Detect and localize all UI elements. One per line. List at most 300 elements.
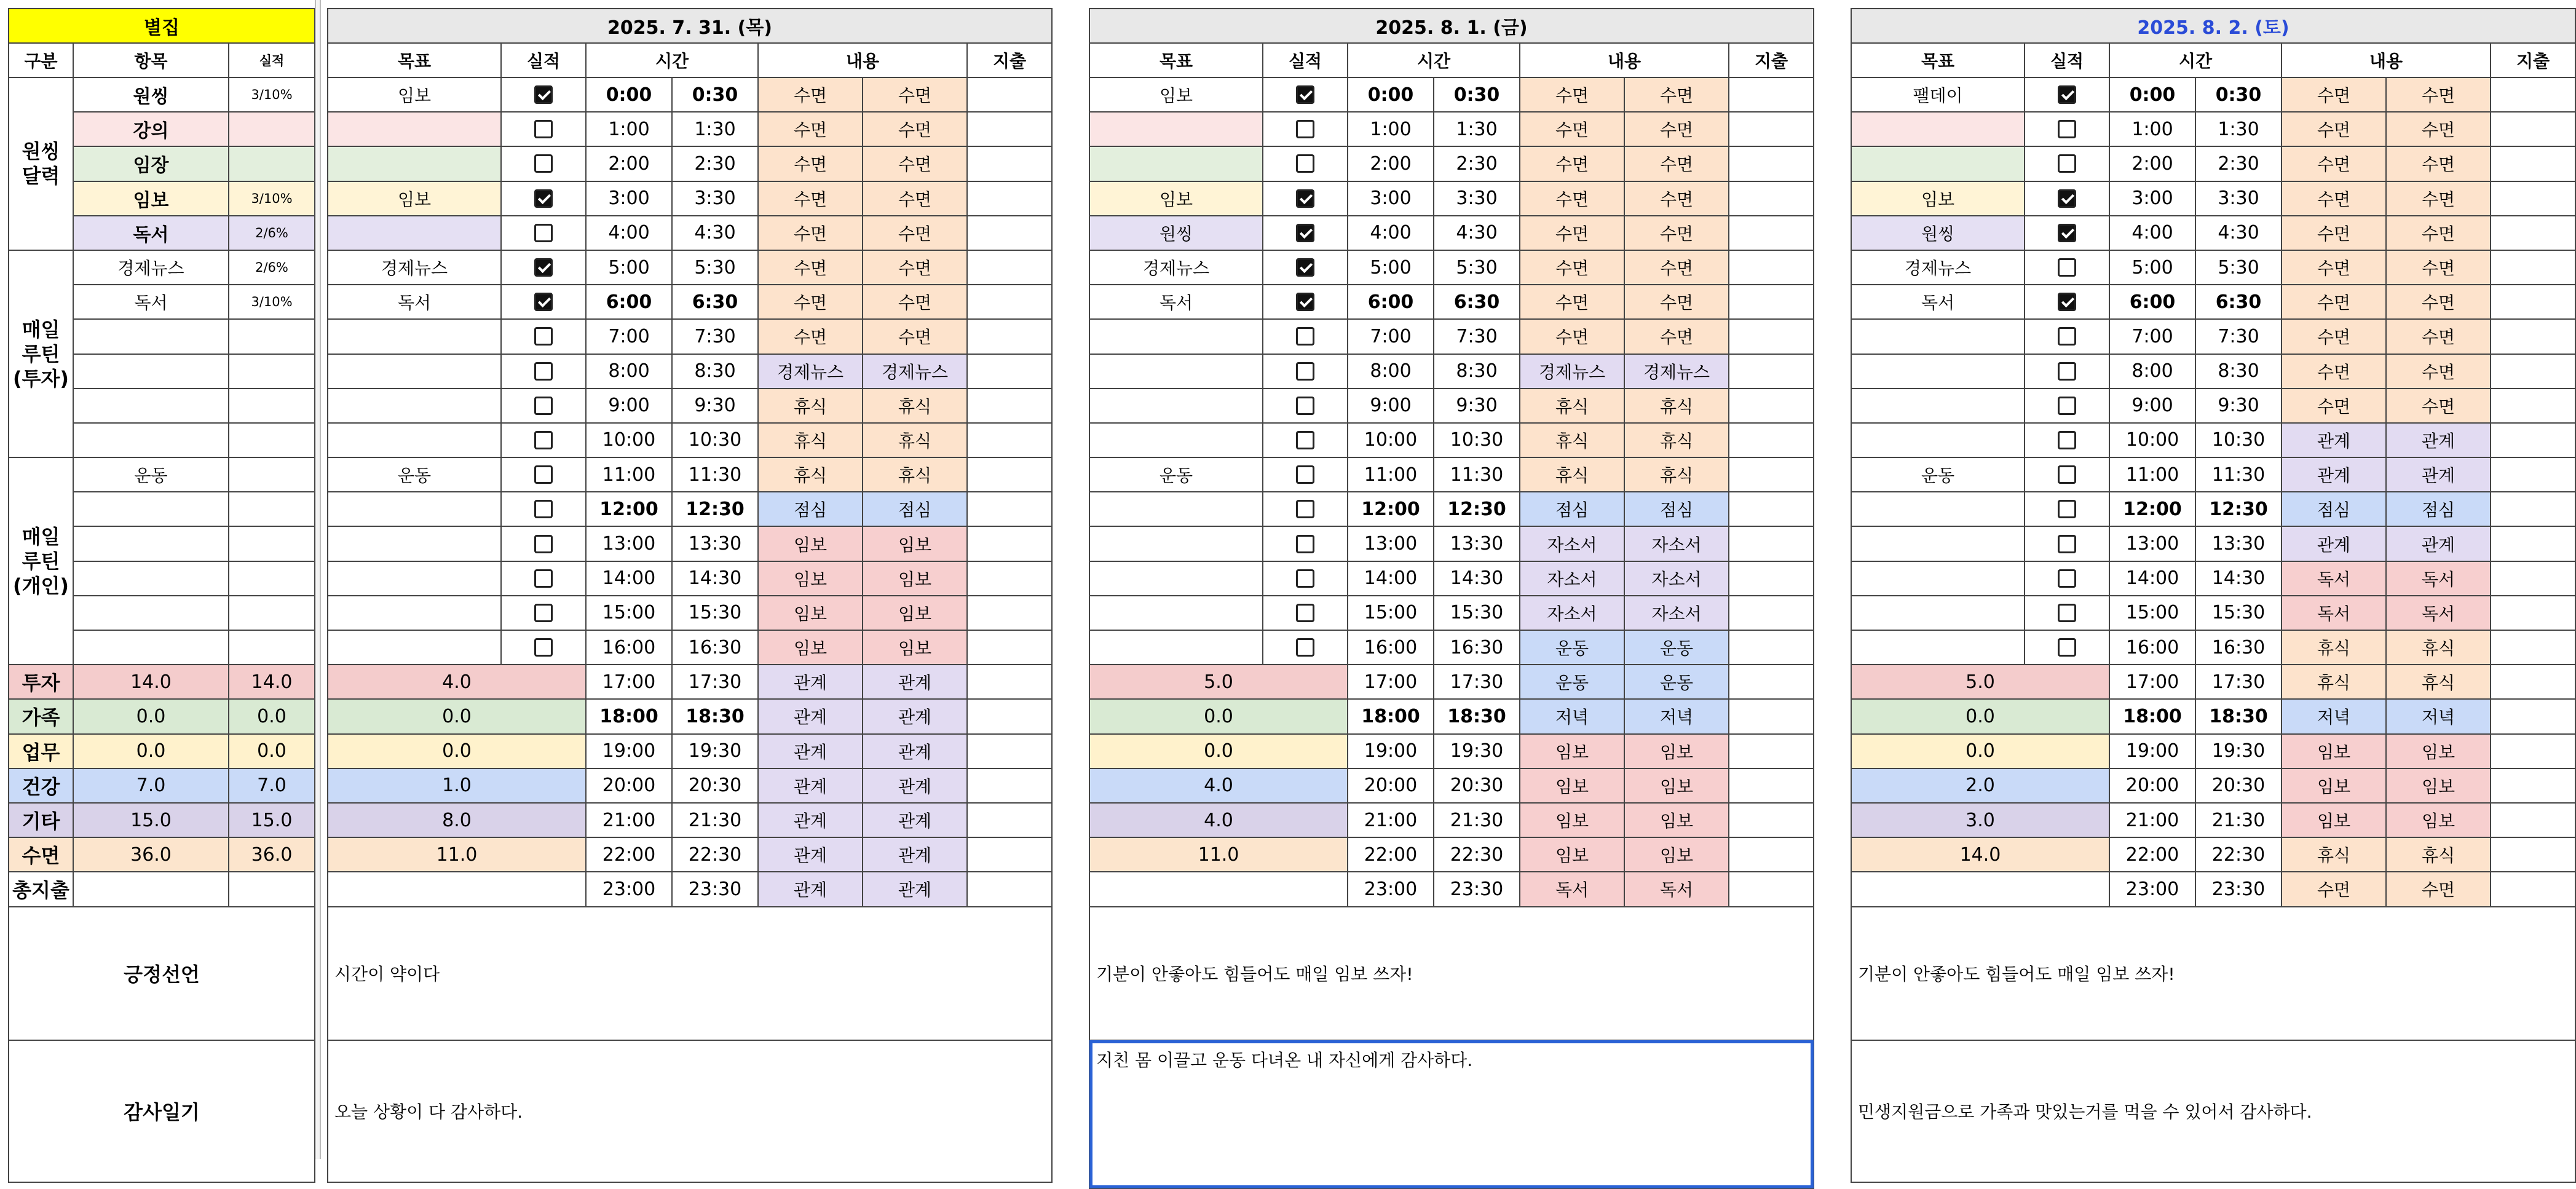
goal-cell[interactable] [328,492,501,526]
goal-cell[interactable] [1089,389,1263,423]
goal-cell[interactable] [1089,319,1263,354]
summary-item[interactable]: 운동 [73,457,229,492]
header-expense[interactable]: 지출 [1729,43,1814,77]
expense-cell[interactable] [1729,665,1814,699]
content-cell[interactable]: 수면 [2386,181,2491,216]
content-cell[interactable]: 임보 [758,630,863,665]
content-cell[interactable]: 휴식 [758,389,863,423]
goal-cell[interactable] [1851,423,2025,457]
content-cell[interactable]: 관계 [758,768,863,803]
total-value-a[interactable]: 7.0 [73,768,229,803]
expense-cell[interactable] [2491,250,2575,285]
time-half[interactable]: 11:30 [1434,457,1520,492]
checkbox-cell[interactable] [2025,250,2109,285]
group-label[interactable]: 매일 루틴 (개인) [9,457,73,665]
gratitude-note[interactable]: 지친 몸 이끌고 운동 다녀온 내 자신에게 감사하다. [1089,1040,1814,1188]
content-cell[interactable]: 점심 [1624,492,1729,526]
checkbox-icon[interactable] [1296,362,1314,381]
content-cell[interactable]: 휴식 [2386,837,2491,872]
checkbox-cell[interactable] [1263,319,1348,354]
content-cell[interactable]: 수면 [1624,181,1729,216]
time-half[interactable]: 15:30 [2195,596,2282,630]
header-content[interactable]: 내용 [758,43,967,77]
time-start[interactable]: 6:00 [1348,285,1434,319]
time-half[interactable]: 23:30 [1434,872,1520,906]
content-cell[interactable]: 임보 [2282,768,2386,803]
expense-cell[interactable] [2491,699,2575,733]
content-cell[interactable]: 관계 [863,665,967,699]
goal-cell[interactable] [328,423,501,457]
content-cell[interactable]: 임보 [2386,803,2491,837]
time-half[interactable]: 3:30 [672,181,758,216]
category-total[interactable]: 11.0 [1089,837,1348,872]
content-cell[interactable]: 독서 [2386,561,2491,596]
expense-cell[interactable] [1729,181,1814,216]
goal-cell[interactable] [328,596,501,630]
checkbox-icon[interactable] [534,293,553,311]
time-start[interactable]: 14:00 [586,561,672,596]
goal-cell[interactable]: 팰데이 [1851,77,2025,112]
category-total[interactable] [1851,872,2109,906]
expense-cell[interactable] [2491,423,2575,457]
time-half[interactable]: 2:30 [2195,146,2282,181]
declaration-note[interactable]: 기분이 안좋아도 힘들어도 매일 임보 쓰자! [1089,907,1814,1040]
content-cell[interactable]: 임보 [758,596,863,630]
time-half[interactable]: 6:30 [1434,285,1520,319]
content-cell[interactable]: 수면 [758,112,863,146]
time-half[interactable]: 10:30 [1434,423,1520,457]
time-start[interactable]: 10:00 [586,423,672,457]
time-start[interactable]: 23:00 [2109,872,2195,906]
content-cell[interactable]: 임보 [863,630,967,665]
time-half[interactable]: 20:30 [1434,768,1520,803]
content-cell[interactable]: 관계 [2386,423,2491,457]
expense-cell[interactable] [2491,837,2575,872]
time-half[interactable]: 5:30 [1434,250,1520,285]
expense-cell[interactable] [967,354,1052,389]
checkbox-icon[interactable] [1296,604,1314,622]
time-start[interactable]: 10:00 [2109,423,2195,457]
time-half[interactable]: 21:30 [1434,803,1520,837]
time-start[interactable]: 6:00 [2109,285,2195,319]
time-start[interactable]: 19:00 [2109,734,2195,768]
content-cell[interactable]: 수면 [758,146,863,181]
expense-cell[interactable] [2491,596,2575,630]
goal-cell[interactable] [1089,423,1263,457]
checkbox-cell[interactable] [501,319,586,354]
checkbox-cell[interactable] [501,216,586,250]
expense-cell[interactable] [2491,492,2575,526]
expense-cell[interactable] [967,389,1052,423]
time-start[interactable]: 1:00 [2109,112,2195,146]
summary-item[interactable] [73,630,229,665]
goal-cell[interactable]: 경제뉴스 [328,250,501,285]
expense-cell[interactable] [1729,526,1814,561]
expense-cell[interactable] [2491,181,2575,216]
content-cell[interactable]: 휴식 [1520,389,1624,423]
summary-item[interactable] [73,596,229,630]
checkbox-cell[interactable] [501,389,586,423]
time-half[interactable]: 13:30 [1434,526,1520,561]
time-half[interactable]: 14:30 [672,561,758,596]
summary-item[interactable] [73,526,229,561]
time-half[interactable]: 11:30 [2195,457,2282,492]
time-half[interactable]: 20:30 [2195,768,2282,803]
content-cell[interactable]: 임보 [1520,734,1624,768]
content-cell[interactable]: 수면 [863,77,967,112]
expense-cell[interactable] [967,630,1052,665]
time-half[interactable]: 23:30 [2195,872,2282,906]
content-cell[interactable]: 휴식 [1624,457,1729,492]
checkbox-cell[interactable] [2025,319,2109,354]
content-cell[interactable]: 독서 [2282,596,2386,630]
content-cell[interactable]: 관계 [758,872,863,906]
content-cell[interactable]: 임보 [1520,768,1624,803]
time-start[interactable]: 4:00 [2109,216,2195,250]
checkbox-icon[interactable] [534,535,553,553]
content-cell[interactable]: 수면 [2386,389,2491,423]
time-half[interactable]: 8:30 [672,354,758,389]
time-start[interactable]: 2:00 [2109,146,2195,181]
summary-item[interactable] [73,319,229,354]
checkbox-cell[interactable] [2025,181,2109,216]
expense-cell[interactable] [967,146,1052,181]
content-cell[interactable]: 관계 [758,699,863,733]
time-half[interactable]: 16:30 [2195,630,2282,665]
content-cell[interactable]: 휴식 [863,389,967,423]
goal-cell[interactable] [328,146,501,181]
expense-cell[interactable] [2491,146,2575,181]
total-value-b[interactable]: 15.0 [229,803,315,837]
content-cell[interactable]: 점심 [2282,492,2386,526]
goal-cell[interactable] [328,389,501,423]
checkbox-cell[interactable] [2025,285,2109,319]
time-half[interactable]: 23:30 [672,872,758,906]
goal-cell[interactable] [1089,354,1263,389]
content-cell[interactable]: 수면 [2282,216,2386,250]
goal-cell[interactable]: 임보 [328,77,501,112]
time-start[interactable]: 2:00 [1348,146,1434,181]
content-cell[interactable]: 수면 [1624,250,1729,285]
checkbox-icon[interactable] [2058,189,2076,208]
category-total[interactable]: 11.0 [328,837,586,872]
checkbox-cell[interactable] [501,561,586,596]
checkbox-icon[interactable] [1296,224,1314,242]
content-cell[interactable]: 자소서 [1624,561,1729,596]
content-cell[interactable]: 임보 [758,526,863,561]
goal-cell[interactable]: 임보 [1089,77,1263,112]
time-start[interactable]: 7:00 [2109,319,2195,354]
content-cell[interactable]: 수면 [2386,216,2491,250]
content-cell[interactable]: 수면 [2282,389,2386,423]
checkbox-icon[interactable] [534,154,553,173]
checkbox-cell[interactable] [501,596,586,630]
checkbox-cell[interactable] [2025,492,2109,526]
time-start[interactable]: 12:00 [586,492,672,526]
checkbox-cell[interactable] [2025,457,2109,492]
checkbox-cell[interactable] [2025,561,2109,596]
time-half[interactable]: 4:30 [1434,216,1520,250]
day-date[interactable]: 2025. 8. 1. (금) [1089,9,1814,43]
time-start[interactable]: 12:00 [1348,492,1434,526]
category-total[interactable]: 0.0 [328,734,586,768]
time-half[interactable]: 16:30 [1434,630,1520,665]
content-cell[interactable]: 수면 [1520,319,1624,354]
checkbox-cell[interactable] [1263,112,1348,146]
goal-cell[interactable] [328,354,501,389]
total-value-a[interactable]: 15.0 [73,803,229,837]
checkbox-cell[interactable] [1263,389,1348,423]
goal-cell[interactable]: 경제뉴스 [1089,250,1263,285]
checkbox-cell[interactable] [501,457,586,492]
time-half[interactable]: 16:30 [672,630,758,665]
goal-cell[interactable]: 임보 [1851,181,2025,216]
header-done[interactable]: 실적 [2025,43,2109,77]
checkbox-icon[interactable] [534,120,553,138]
group-label[interactable]: 원씽 달력 [9,77,73,250]
content-cell[interactable]: 수면 [2282,77,2386,112]
goal-cell[interactable]: 운동 [1089,457,1263,492]
checkbox-icon[interactable] [1296,293,1314,311]
content-cell[interactable]: 수면 [863,146,967,181]
expense-cell[interactable] [1729,837,1814,872]
time-start[interactable]: 17:00 [1348,665,1434,699]
time-start[interactable]: 13:00 [2109,526,2195,561]
checkbox-icon[interactable] [534,327,553,346]
header-done[interactable]: 실적 [1263,43,1348,77]
summary-item[interactable] [73,354,229,389]
time-half[interactable]: 10:30 [2195,423,2282,457]
expense-cell[interactable] [967,561,1052,596]
expense-cell[interactable] [2491,285,2575,319]
expense-cell[interactable] [2491,768,2575,803]
checkbox-icon[interactable] [2058,224,2076,242]
goal-cell[interactable] [1851,354,2025,389]
total-label[interactable]: 투자 [9,665,73,699]
expense-cell[interactable] [2491,872,2575,906]
time-start[interactable]: 15:00 [2109,596,2195,630]
expense-cell[interactable] [1729,803,1814,837]
category-total[interactable]: 1.0 [328,768,586,803]
content-cell[interactable]: 휴식 [758,423,863,457]
checkbox-cell[interactable] [501,250,586,285]
content-cell[interactable]: 점심 [2386,492,2491,526]
expense-cell[interactable] [967,457,1052,492]
checkbox-cell[interactable] [2025,630,2109,665]
checkbox-icon[interactable] [2058,535,2076,553]
category-total[interactable]: 4.0 [1089,803,1348,837]
time-half[interactable]: 18:30 [672,699,758,733]
expense-cell[interactable] [2491,319,2575,354]
checkbox-icon[interactable] [1296,431,1314,449]
time-start[interactable]: 12:00 [2109,492,2195,526]
category-total[interactable] [328,872,586,906]
time-start[interactable]: 13:00 [1348,526,1434,561]
checkbox-cell[interactable] [1263,216,1348,250]
checkbox-icon[interactable] [534,604,553,622]
content-cell[interactable]: 독서 [1624,872,1729,906]
content-cell[interactable]: 수면 [1520,216,1624,250]
goal-cell[interactable] [1851,319,2025,354]
goal-cell[interactable] [1089,630,1263,665]
checkbox-cell[interactable] [2025,216,2109,250]
content-cell[interactable]: 수면 [758,77,863,112]
checkbox-icon[interactable] [1296,465,1314,484]
time-start[interactable]: 21:00 [2109,803,2195,837]
expense-cell[interactable] [2491,665,2575,699]
summary-value[interactable]: 2/6% [229,250,315,285]
expense-cell[interactable] [967,250,1052,285]
content-cell[interactable]: 수면 [863,181,967,216]
content-cell[interactable]: 자소서 [1520,596,1624,630]
content-cell[interactable]: 수면 [1520,285,1624,319]
time-half[interactable]: 6:30 [2195,285,2282,319]
time-start[interactable]: 4:00 [1348,216,1434,250]
time-half[interactable]: 5:30 [2195,250,2282,285]
checkbox-cell[interactable] [1263,526,1348,561]
expense-cell[interactable] [2491,457,2575,492]
content-cell[interactable]: 수면 [1624,112,1729,146]
content-cell[interactable]: 수면 [2386,354,2491,389]
content-cell[interactable]: 자소서 [1520,526,1624,561]
checkbox-icon[interactable] [2058,293,2076,311]
time-half[interactable]: 1:30 [1434,112,1520,146]
goal-cell[interactable]: 원씽 [1851,216,2025,250]
expense-cell[interactable] [967,872,1052,906]
time-half[interactable]: 0:30 [1434,77,1520,112]
expense-cell[interactable] [1729,146,1814,181]
checkbox-icon[interactable] [534,85,553,104]
checkbox-icon[interactable] [534,500,553,518]
time-start[interactable]: 6:00 [586,285,672,319]
checkbox-cell[interactable] [1263,630,1348,665]
checkbox-cell[interactable] [501,354,586,389]
content-cell[interactable]: 운동 [1624,665,1729,699]
time-half[interactable]: 8:30 [1434,354,1520,389]
summary-value[interactable] [229,146,315,181]
content-cell[interactable]: 임보 [2386,768,2491,803]
summary-item[interactable] [73,492,229,526]
checkbox-cell[interactable] [1263,354,1348,389]
content-cell[interactable]: 휴식 [1520,423,1624,457]
checkbox-cell[interactable] [501,146,586,181]
expense-cell[interactable] [967,526,1052,561]
content-cell[interactable]: 임보 [758,561,863,596]
category-total[interactable]: 5.0 [1851,665,2109,699]
checkbox-icon[interactable] [1296,500,1314,518]
checkbox-cell[interactable] [2025,112,2109,146]
checkbox-icon[interactable] [534,397,553,415]
content-cell[interactable]: 수면 [2282,285,2386,319]
checkbox-icon[interactable] [2058,85,2076,104]
content-cell[interactable]: 임보 [863,561,967,596]
summary-value[interactable] [229,526,315,561]
category-total[interactable]: 14.0 [1851,837,2109,872]
content-cell[interactable]: 임보 [2282,803,2386,837]
time-start[interactable]: 22:00 [586,837,672,872]
gratitude-label[interactable]: 감사일기 [9,1040,315,1182]
category-total[interactable]: 0.0 [1851,734,2109,768]
expense-cell[interactable] [1729,354,1814,389]
category-total[interactable]: 8.0 [328,803,586,837]
time-start[interactable]: 16:00 [586,630,672,665]
expense-cell[interactable] [1729,389,1814,423]
checkbox-cell[interactable] [2025,526,2109,561]
expense-cell[interactable] [1729,112,1814,146]
content-cell[interactable]: 수면 [2282,319,2386,354]
time-start[interactable]: 8:00 [1348,354,1434,389]
total-value-a[interactable] [73,872,229,906]
total-value-a[interactable]: 0.0 [73,734,229,768]
content-cell[interactable]: 임보 [863,526,967,561]
content-cell[interactable]: 운동 [1520,665,1624,699]
time-start[interactable]: 4:00 [586,216,672,250]
time-half[interactable]: 15:30 [672,596,758,630]
content-cell[interactable]: 수면 [863,319,967,354]
checkbox-cell[interactable] [2025,77,2109,112]
expense-cell[interactable] [1729,630,1814,665]
goal-cell[interactable]: 임보 [328,181,501,216]
content-cell[interactable]: 임보 [1624,803,1729,837]
goal-cell[interactable]: 독서 [328,285,501,319]
content-cell[interactable]: 임보 [1624,837,1729,872]
goal-cell[interactable]: 원씽 [1089,216,1263,250]
time-start[interactable]: 8:00 [2109,354,2195,389]
content-cell[interactable]: 임보 [863,596,967,630]
content-cell[interactable]: 휴식 [758,457,863,492]
time-start[interactable]: 20:00 [2109,768,2195,803]
checkbox-cell[interactable] [2025,146,2109,181]
total-value-a[interactable]: 0.0 [73,699,229,733]
time-start[interactable]: 16:00 [1348,630,1434,665]
declaration-label[interactable]: 긍정선언 [9,907,315,1040]
content-cell[interactable]: 수면 [863,250,967,285]
content-cell[interactable]: 독서 [1520,872,1624,906]
expense-cell[interactable] [2491,734,2575,768]
content-cell[interactable]: 독서 [2282,561,2386,596]
goal-cell[interactable] [328,630,501,665]
checkbox-icon[interactable] [1296,397,1314,415]
goal-cell[interactable] [1089,596,1263,630]
expense-cell[interactable] [2491,630,2575,665]
content-cell[interactable]: 수면 [2386,77,2491,112]
time-start[interactable]: 20:00 [586,768,672,803]
time-start[interactable]: 17:00 [2109,665,2195,699]
checkbox-cell[interactable] [1263,181,1348,216]
expense-cell[interactable] [967,665,1052,699]
category-total[interactable]: 4.0 [1089,768,1348,803]
goal-cell[interactable] [328,216,501,250]
expense-cell[interactable] [967,596,1052,630]
summary-header[interactable]: 실적 [229,43,315,77]
time-start[interactable]: 11:00 [1348,457,1434,492]
summary-value[interactable] [229,112,315,146]
time-half[interactable]: 1:30 [2195,112,2282,146]
checkbox-cell[interactable] [1263,250,1348,285]
expense-cell[interactable] [1729,561,1814,596]
checkbox-cell[interactable] [1263,423,1348,457]
time-half[interactable]: 21:30 [672,803,758,837]
total-value-b[interactable]: 0.0 [229,699,315,733]
expense-cell[interactable] [967,77,1052,112]
expense-cell[interactable] [1729,492,1814,526]
header-done[interactable]: 실적 [501,43,586,77]
content-cell[interactable]: 수면 [863,112,967,146]
content-cell[interactable]: 임보 [1624,768,1729,803]
content-cell[interactable]: 관계 [2282,423,2386,457]
expense-cell[interactable] [2491,354,2575,389]
goal-cell[interactable]: 독서 [1089,285,1263,319]
